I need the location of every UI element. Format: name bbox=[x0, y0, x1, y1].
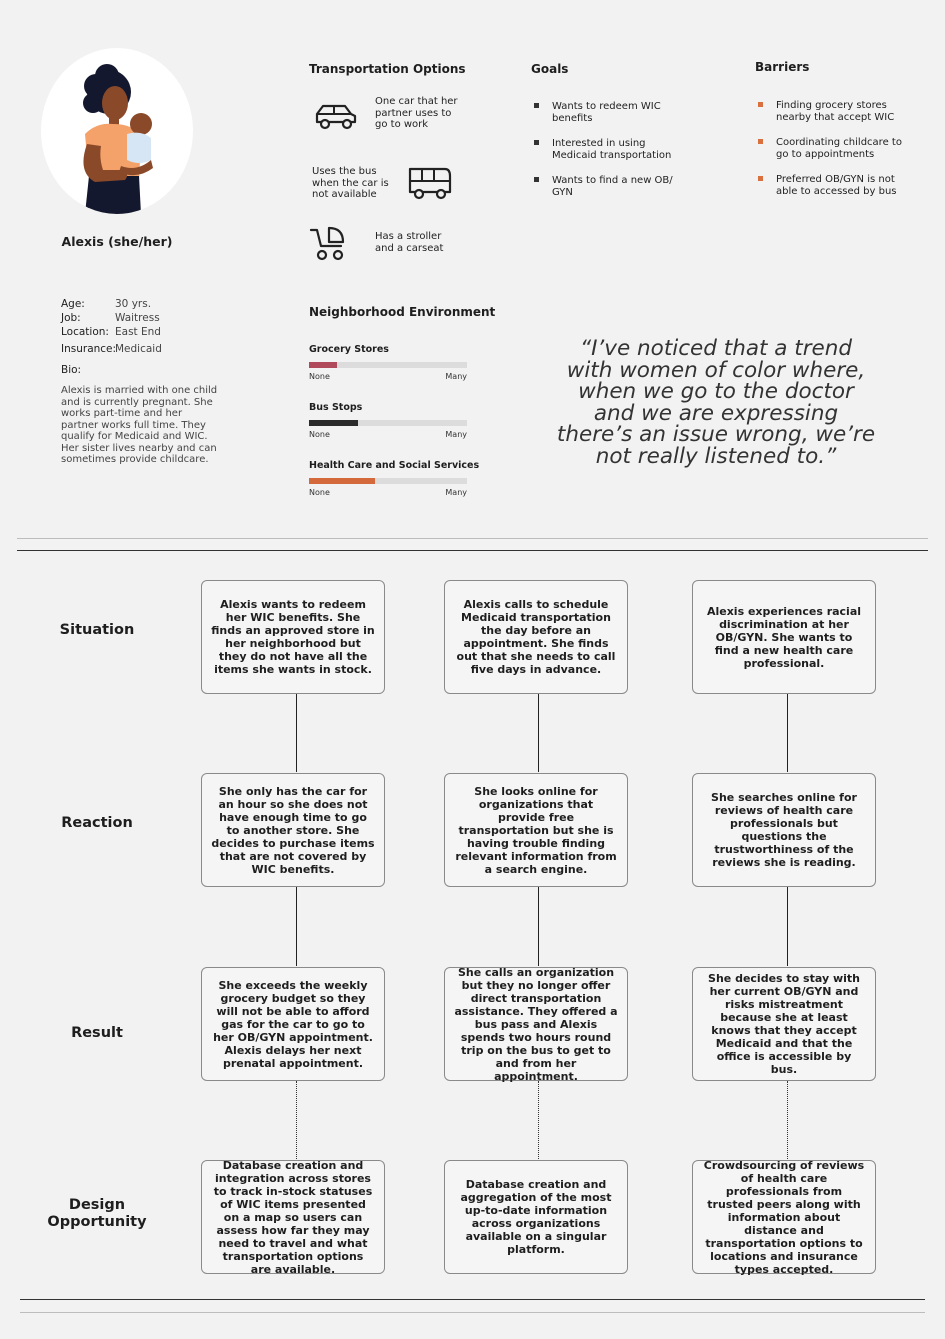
neighborhood-bar-bus bbox=[309, 402, 467, 439]
divider-top-light bbox=[17, 538, 928, 539]
bar-max-label: Many bbox=[445, 488, 467, 497]
fact-label: Job: bbox=[61, 312, 81, 324]
card-result-2: She calls an organization but they no longer offer direct transportation assistance. They offered a bus pass and Alexis spends two hours round trip on the bus to get to and from her appointment. bbox=[444, 967, 628, 1081]
bar-track bbox=[309, 362, 467, 368]
stroller-icon bbox=[309, 224, 347, 262]
bar-min-label: None bbox=[309, 488, 330, 497]
divider-bottom-light bbox=[20, 1312, 925, 1313]
neighborhood-bar-grocery bbox=[309, 344, 467, 381]
connector-line bbox=[296, 887, 297, 966]
bar-max-label: Many bbox=[445, 372, 467, 381]
divider-top bbox=[17, 550, 928, 551]
connector-line-dotted bbox=[538, 1081, 539, 1159]
connector-line-dotted bbox=[787, 1081, 788, 1159]
fact-label: Location: bbox=[61, 326, 109, 338]
barriers-list bbox=[755, 100, 915, 197]
bar-label: Bus Stops bbox=[309, 402, 363, 413]
row-label-design-opportunity: Design Opportunity bbox=[47, 1197, 147, 1230]
connector-line bbox=[296, 694, 297, 772]
goals-title: Goals bbox=[531, 62, 569, 76]
connector-line bbox=[787, 887, 788, 966]
transportation-title: Transportation Options bbox=[309, 62, 466, 76]
transport-item-bus: Uses the bus when the car is not available bbox=[312, 166, 389, 200]
goal-item: Wants to redeem WIC benefits bbox=[531, 101, 681, 124]
card-result-3: She decides to stay with her current OB/GYN and risks mistreatment because she at least knows that they accept Medicaid and that the office is accessible by bus. bbox=[692, 967, 876, 1081]
divider-bottom bbox=[20, 1299, 925, 1300]
bar-scale bbox=[309, 430, 467, 439]
goal-item: Wants to find a new OB/ GYN bbox=[531, 175, 681, 198]
fact-job bbox=[61, 311, 162, 325]
card-situation-1: Alexis wants to redeem her WIC benefits. She finds an approved store in her neighborhood but they do not have all the items she wants in stock. bbox=[201, 580, 385, 694]
fact-location bbox=[61, 325, 162, 339]
barrier-item: Coordinating childcare to go to appointments bbox=[755, 137, 915, 160]
persona-avatar bbox=[41, 48, 193, 214]
bio-label: Bio: bbox=[61, 364, 82, 376]
fact-value: 30 yrs. bbox=[115, 298, 152, 310]
neighborhood-bar-healthcare bbox=[309, 460, 479, 497]
persona-quote: “I’ve noticed that a trend with women of color where, when we go to the doctor and we are expressing there’s an issue wrong, we’re not really listened to.” bbox=[556, 336, 876, 469]
fact-age bbox=[61, 297, 162, 311]
card-situation-3: Alexis experiences racial discrimination at her OB/GYN. She wants to find a new health care professional. bbox=[692, 580, 876, 694]
fact-insurance bbox=[61, 342, 162, 356]
barriers-title: Barriers bbox=[755, 60, 810, 74]
bar-max-label: Many bbox=[445, 430, 467, 439]
transport-item-car: One car that her partner uses to go to work bbox=[375, 96, 458, 130]
fact-label: Age: bbox=[61, 298, 85, 310]
goals-list bbox=[531, 101, 681, 198]
bar-fill bbox=[309, 420, 358, 426]
persona-name: Alexis (she/her) bbox=[61, 234, 173, 249]
card-design-opportunity-3: Crowdsourcing of reviews of health care professionals from trusted peers along with information about distance and transportation options to locations and insurance types accepted. bbox=[692, 1160, 876, 1274]
card-reaction-3: She searches online for reviews of health care professionals but questions the trustworthiness of the reviews she is reading. bbox=[692, 773, 876, 887]
bar-scale bbox=[309, 488, 467, 497]
card-result-1: She exceeds the weekly grocery budget so they will not be able to afford gas for the car to go to her OB/GYN appointment. Alexis delays her next prenatal appointment. bbox=[201, 967, 385, 1081]
connector-line bbox=[787, 694, 788, 772]
transport-item-stroller: Has a stroller and a carseat bbox=[375, 231, 444, 254]
fact-value: Medicaid bbox=[115, 343, 162, 355]
connector-line bbox=[538, 694, 539, 772]
bar-scale bbox=[309, 372, 467, 381]
card-design-opportunity-1: Database creation and integration across stores to track in-stock statuses of WIC items presented on a map so users can assess how far they may need to travel and what transportation options are available. bbox=[201, 1160, 385, 1274]
bar-track bbox=[309, 420, 467, 426]
row-label-situation: Situation bbox=[59, 622, 135, 638]
row-label-result: Result bbox=[71, 1025, 123, 1041]
bar-min-label: None bbox=[309, 372, 330, 381]
barrier-item: Preferred OB/GYN is not able to accessed by bus bbox=[755, 174, 915, 197]
bar-fill bbox=[309, 478, 375, 484]
bio-text: Alexis is married with one child and is currently pregnant. She works part-time and her partner works full time. They qualify for Medicaid and WIC. Her sister lives nearby and can sometimes provide childcare. bbox=[61, 385, 218, 465]
card-situation-2: Alexis calls to schedule Medicaid transportation the day before an appointment. She finds out that she needs to call five days in advance. bbox=[444, 580, 628, 694]
connector-line bbox=[538, 887, 539, 966]
fact-value: Waitress bbox=[115, 312, 160, 324]
goal-item: Interested in using Medicaid transportation bbox=[531, 138, 681, 161]
card-reaction-1: She only has the car for an hour so she does not have enough time to go to another store. She decides to purchase items that are not covered by WIC benefits. bbox=[201, 773, 385, 887]
woman-with-baby-illustration bbox=[41, 48, 193, 214]
barrier-item: Finding grocery stores nearby that accept WIC bbox=[755, 100, 915, 123]
bar-label: Grocery Stores bbox=[309, 344, 389, 355]
fact-label: Insurance: bbox=[61, 343, 117, 355]
bar-min-label: None bbox=[309, 430, 330, 439]
bar-label: Health Care and Social Services bbox=[309, 460, 480, 471]
persona-facts bbox=[61, 297, 162, 356]
car-icon bbox=[313, 100, 359, 132]
card-design-opportunity-2: Database creation and aggregation of the most up-to-date information across organizations available on a singular platform. bbox=[444, 1160, 628, 1274]
fact-value: East End bbox=[115, 326, 161, 338]
bar-fill bbox=[309, 362, 337, 368]
connector-line-dotted bbox=[296, 1081, 297, 1159]
row-label-reaction: Reaction bbox=[61, 815, 133, 831]
neighborhood-title: Neighborhood Environment bbox=[309, 305, 496, 319]
bus-icon bbox=[407, 164, 453, 202]
bar-track bbox=[309, 478, 467, 484]
card-reaction-2: She looks online for organizations that provide free transportation but she is having trouble finding relevant information from a search engine. bbox=[444, 773, 628, 887]
